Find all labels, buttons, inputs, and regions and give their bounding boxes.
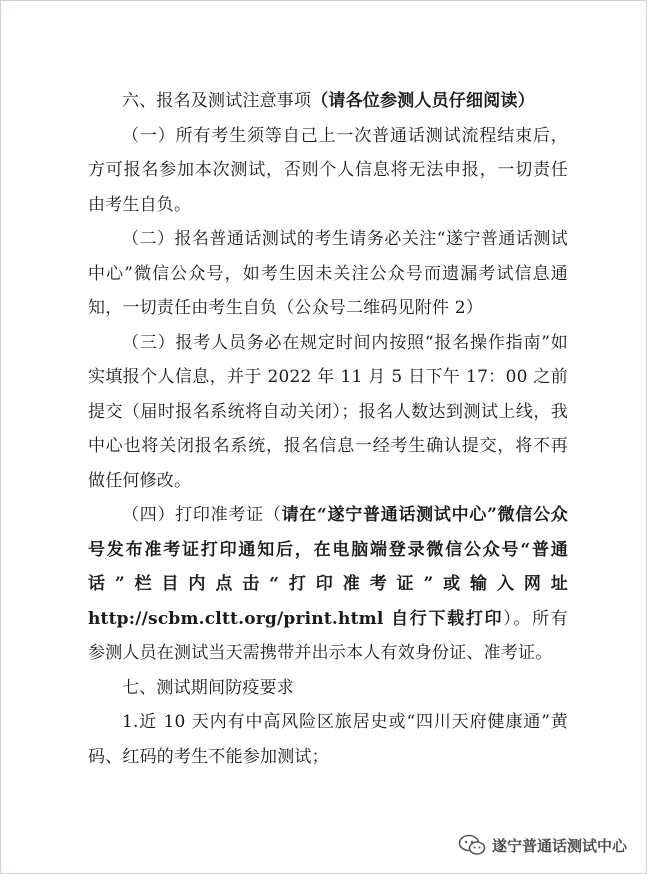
para-4-tail: ）。所有参测人员在测试当天需携带并出示本人有效身份证、准考证。 xyxy=(88,608,568,663)
section-6-paragraph-4 xyxy=(88,498,568,671)
section-7-paragraph-1: 1.近 10 天内有中高风险区旅居史或“四川天府健康通”黄码、红码的考生不能参加测试； xyxy=(88,712,568,767)
document-body xyxy=(88,84,568,774)
section-6-paragraph-2: （二）报名普通话测试的考生请务必关注“遂宁普通话测试中心”微信公众号，如考生因未关注公众号而遗漏考试信息通知，一切责任由考生自负（公众号二维码见附件 2） xyxy=(88,229,568,318)
section-6-note: （请各位参测人员仔细阅读） xyxy=(311,91,535,111)
watermark-label: 遂宁普通话测试中心 xyxy=(491,836,627,855)
section-7-heading: 七、测试期间防疫要求 xyxy=(122,677,294,698)
wechat-watermark xyxy=(458,834,627,856)
para-4-bold-instructions: 请在“遂宁普通话测试中心”微信公众号发布准考证打印通知后，在电脑端登录微信公众号“普通话”栏目内点击“打印准考证”或输入网址 http://scbm.cltt.org/print.html 自行下载打印 xyxy=(88,505,568,629)
section-6-title: 六、报名及测试注意事项 xyxy=(122,91,312,111)
section-6-heading xyxy=(88,84,568,119)
para-4-lead: （四）打印准考证（ xyxy=(122,505,282,525)
wechat-icon xyxy=(458,834,486,856)
section-6-paragraph-1: （一）所有考生须等自己上一次普通话测试流程结束后，方可报名参加本次测试，否则个人信息将无法申报，一切责任由考生自负。 xyxy=(88,125,568,215)
section-6-paragraph-3: （三）报考人员务必在规定时间内按照“报名操作指南”如实填报个人信息，并于 2022 年 11 月 5 日下午 17：00 之前提交（届时报名系统将自动关闭）；报名人数达到测试上线，我中心也将关闭报名系统，报名信息一经考生确认提交，将不再做任何修改。 xyxy=(88,332,568,491)
